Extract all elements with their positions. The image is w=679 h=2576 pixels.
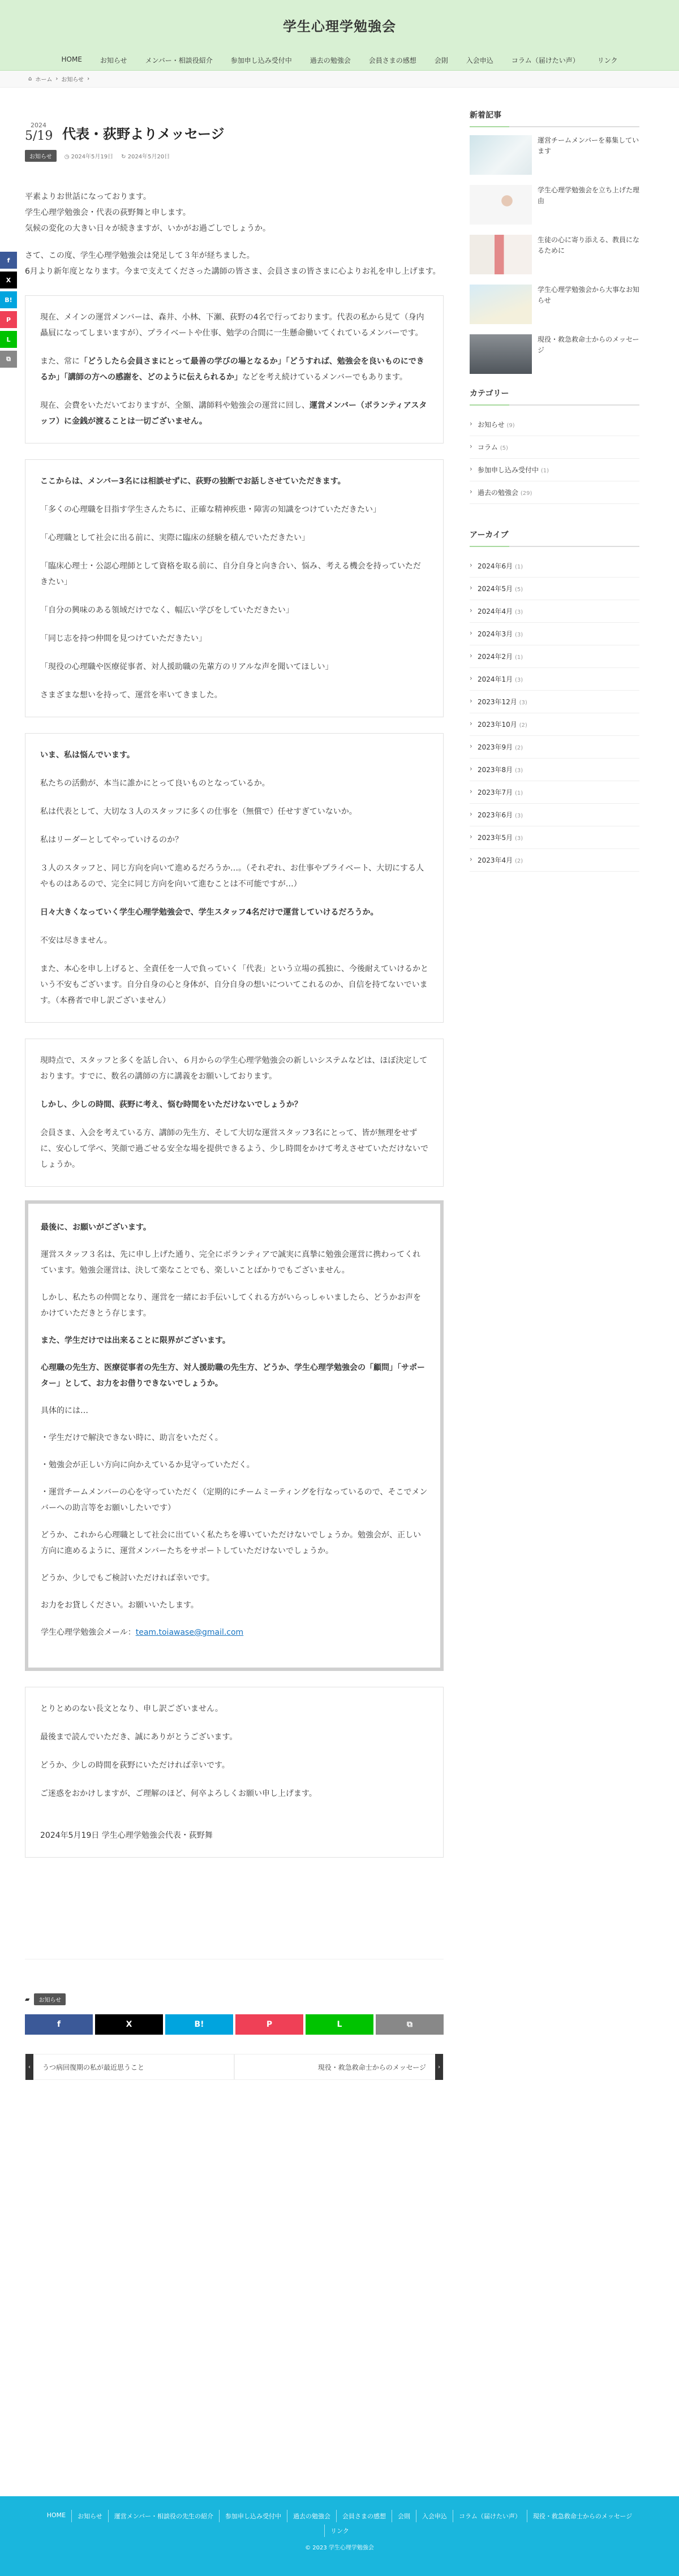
post-meta xyxy=(25,150,444,162)
section-lead: ここからは、メンバー3名には相談せずに、荻野の独断でお話しさせていただきます。 xyxy=(40,477,346,486)
paragraph: 会員さま、入会を考えている方、講師の先生方、そして大切な運営スタッフ3名にとって、皆が無理をせずに、安心して学べ、笑顔で過ごせる安全な場を提供できるよう、少し時間をかけて考えさせていただけないでしょうか。 xyxy=(40,1128,428,1169)
news-item[interactable] xyxy=(470,235,639,274)
news-title[interactable]: 現役・救急救命士からのメッセージ xyxy=(538,335,639,355)
archive-item[interactable]: › 2023年4月 (2) xyxy=(470,849,639,872)
paragraph: 私たちの活動が、本当に誰かにとって良いものとなっているか。 xyxy=(40,779,270,788)
section-closing xyxy=(25,1687,444,1858)
nav-rules[interactable]: 会則 xyxy=(434,57,448,64)
list-item: 具体的には… xyxy=(41,1406,88,1415)
nav-news[interactable]: お知らせ xyxy=(100,57,127,64)
paragraph: 現在、メインの運営メンバーは、森井、小林、下瀬、荻野の4名で行っております。代表の私から見て（身内贔屓になってしまいますが）、プライベートや仕事、勉学の合間に一生懸命働いてくれているメンバーです。 xyxy=(40,313,424,338)
archive-item[interactable]: › 2023年12月 (3) xyxy=(470,691,639,713)
chevron-left-icon: ‹ xyxy=(25,2054,33,2080)
paragraph: 日々大きくなっていく学生心理学勉強会で、学生スタッフ4名だけで運営していけるだろうか。 xyxy=(40,908,379,917)
widget-title-archive: アーカイブ xyxy=(470,529,639,547)
paragraph: しかし、私たちの仲間となり、運営を一緒にお手伝いしてくれる方がいらっしゃいましたら、どうかお声をかけていただきとう存じます。 xyxy=(41,1293,421,1318)
footer-link[interactable]: コラム（届けたい声） xyxy=(453,2510,527,2522)
paragraph: また、常に「どうしたら会員さまにとって最善の学びの場となるか」「どうすれば、勉強会を良いものにできるか」「講師の方への感謝を、どのように伝えられるか」などを考え続けているメンバーでもあります。 xyxy=(40,357,424,382)
breadcrumb xyxy=(0,71,679,88)
news-item[interactable] xyxy=(470,285,639,324)
quote: 「多くの心理職を目指す学生さんたちに、正確な精神疾患・障害の知識をつけていただきたい」 xyxy=(40,505,381,514)
footer-link[interactable]: 入会申込 xyxy=(416,2510,453,2522)
paragraph: とりとめのない長文となり、申し訳ございません。 xyxy=(40,1704,223,1713)
quote: 「臨床心理士・公認心理師として資格を取る前に、自分自身と向き合い、悩み、考える機会を持っていただきたい」 xyxy=(40,562,421,587)
section-lead: いま、私は悩んでいます。 xyxy=(40,751,135,760)
archive-item[interactable]: › 2023年5月 (3) xyxy=(470,826,639,849)
copyright: © 2023 学生心理学勉強会 xyxy=(305,2545,374,2551)
paragraph: 不安は尽きません。 xyxy=(40,936,112,945)
news-thumbnail[interactable] xyxy=(470,235,532,274)
nav-apply[interactable]: 参加申し込み受付中 xyxy=(230,57,292,64)
footer-link[interactable]: 会則 xyxy=(392,2510,416,2522)
site-footer xyxy=(0,2496,679,2576)
intro xyxy=(25,189,444,279)
footer-link[interactable]: 過去の勉強会 xyxy=(287,2510,336,2522)
list-item: ・学生だけで解決できない時に、助言をいただく。 xyxy=(41,1433,223,1442)
line-share-icon[interactable]: L xyxy=(0,331,17,348)
nav-past[interactable]: 過去の勉強会 xyxy=(310,57,351,64)
breadcrumb-home[interactable]: ホーム xyxy=(35,77,53,83)
archive-list xyxy=(470,555,639,872)
news-item[interactable] xyxy=(470,135,639,175)
footer-link[interactable]: 運営メンバー・相談役の先生の紹介 xyxy=(108,2510,219,2522)
facebook-share-icon[interactable]: f xyxy=(0,252,17,269)
footer-nav xyxy=(0,2496,679,2537)
facebook-share-button[interactable]: f xyxy=(25,2014,93,2035)
next-post-link[interactable]: 現役・救急救命士からのメッセージ › xyxy=(234,2054,444,2080)
archive-item[interactable]: › 2024年3月 (3) xyxy=(470,623,639,645)
intro-line: 気候の変化の大きい日々が続きますが、いかがお過ごしでしょうか。 xyxy=(25,224,270,233)
post-category xyxy=(25,1993,444,2005)
footer-link[interactable]: 会員さまの感想 xyxy=(336,2510,392,2522)
archive-item[interactable]: › 2023年9月 (2) xyxy=(470,736,639,759)
section-wishes xyxy=(25,459,444,717)
paragraph: しかし、少しの時間、荻野に考え、悩む時間をいただけないでしょうか？ xyxy=(40,1100,302,1109)
hatena-share-button[interactable]: B! xyxy=(165,2014,233,2035)
footer-link[interactable]: HOME xyxy=(46,2512,66,2519)
category-item[interactable]: › お知らせ (9) xyxy=(470,413,639,436)
nav-home[interactable]: HOME xyxy=(61,55,82,63)
archive-item[interactable]: › 2023年6月 (3) xyxy=(470,804,639,826)
paragraph: ３人のスタッフと、同じ方向を向いて進めるだろうか…。（それぞれ、お仕事やプライベート、大切にする人やものはあるので、完全に同じ方向を向いて進むことは不可能ですが…） xyxy=(40,864,424,889)
post-header xyxy=(25,122,444,143)
archive-item[interactable]: › 2023年10月 (2) xyxy=(470,713,639,736)
paragraph: 私は代表として、大切な３人のスタッフに多くの仕事を（無償で）任せすぎていないか。 xyxy=(40,807,357,816)
folder-icon: ▰ xyxy=(25,1996,30,2003)
pocket-share-icon[interactable]: P xyxy=(0,311,17,328)
list-item: ・勉強会が正しい方向に向かえているか見守っていただく。 xyxy=(41,1461,255,1470)
copy-link-button[interactable]: ⧉ xyxy=(376,2014,444,2035)
post-navigation xyxy=(25,2054,444,2080)
spacer xyxy=(25,1858,444,1959)
paragraph: 運営スタッフ３名は、先に申し上げた通り、完全にボランティアで誠実に真摯に勉強会運営に携わってくれています。勉強会運営は、決して楽なことでも、楽しいことばかりでもございません。 xyxy=(41,1250,421,1275)
list-item: ・運営チームメンバーの心を守っていただく（定期的にチームミーティングを行なっているので、そこでメンバーへの助言等をお願いしたいです） xyxy=(41,1488,428,1513)
sidebar xyxy=(470,111,640,2080)
copy-link-icon[interactable]: ⧉ xyxy=(0,351,17,368)
news-title[interactable]: 学生心理学勉強会を立ち上げた理由 xyxy=(538,186,640,205)
footer-link[interactable]: リンク xyxy=(324,2525,355,2537)
quote: 「同じ志を持つ仲間を見つけていただきたい」 xyxy=(40,634,207,643)
paragraph: 心理職の先生方、医療従事者の先生方、対人援助職の先生方、どうか、学生心理学勉強会の「顧問」「サポーター」として、お力をお借りできないでしょうか。 xyxy=(41,1363,425,1388)
date-badge xyxy=(25,122,52,143)
footer-link[interactable]: 現役・救急救命士からのメッセージ xyxy=(527,2510,638,2522)
floating-share xyxy=(0,252,17,368)
section-lead: 最後に、お願いがございます。 xyxy=(41,1223,151,1232)
nav-members[interactable]: メンバー・相談役紹介 xyxy=(145,57,213,64)
category-badge[interactable]: お知らせ xyxy=(34,1993,66,2005)
site-header xyxy=(0,0,679,71)
quote: 「自分の興味のある領域だけでなく、幅広い学びをしていただきたい」 xyxy=(40,606,294,615)
widget-title-news: 新着記事 xyxy=(470,109,639,127)
contact-mail: 学生心理学勉強会メール：team.toiawase@gmail.com xyxy=(41,1628,244,1637)
article xyxy=(5,122,444,2080)
quote: 「現役の心理職や医療従事者、対人援助職の先輩方のリアルな声を聞いてほしい」 xyxy=(40,662,333,671)
section-worries xyxy=(25,733,444,1023)
news-thumbnail[interactable] xyxy=(470,285,532,324)
breadcrumb-sep: › xyxy=(55,76,58,82)
paragraph: どうか、これから心理職として社会に出ていく私たちを導いていただけないでしょうか。勉強会が、正しい方向に進めるように、運営メンバーたちをサポートしていただけないでしょうか。 xyxy=(41,1531,421,1556)
global-nav xyxy=(0,50,679,71)
quote: 「心理職として社会に出る前に、実際に臨床の経験を積んでいただきたい」 xyxy=(40,533,310,542)
paragraph: ご迷惑をおかけしますが、ご理解のほど、何卒よろしくお願い申し上げます。 xyxy=(40,1789,317,1798)
x-share-button[interactable]: X xyxy=(95,2014,163,2035)
email-link[interactable]: team.toiawase@gmail.com xyxy=(135,1628,244,1637)
news-item[interactable] xyxy=(470,334,639,374)
closing-request xyxy=(41,1570,428,1613)
paragraph: 最後まで読んでいただき、誠にありがとうございます。 xyxy=(40,1733,238,1742)
category-list xyxy=(470,413,639,504)
breadcrumb-category[interactable]: お知らせ xyxy=(61,77,84,83)
widget-title-category: カテゴリー xyxy=(470,387,639,406)
line-share-button[interactable]: L xyxy=(306,2014,373,2035)
paragraph: 私はリーダーとしてやっていけるのか？ xyxy=(40,835,183,845)
category-item[interactable]: › 参加申し込み受付中 (1) xyxy=(470,459,639,481)
news-thumbnail[interactable] xyxy=(470,135,532,175)
paragraph: 現時点で、スタッフと多くを話し合い、６月からの学生心理学勉強会の新しいシステムなどは、ほぼ決定しております。すでに、数名の講師の方に講義をお願いしております。 xyxy=(40,1056,428,1081)
section-members xyxy=(25,295,444,443)
news-title[interactable]: 生徒の心に寄り添える、教員になるために xyxy=(538,236,640,255)
home-icon: ⌂ xyxy=(28,76,32,82)
archive-item[interactable]: › 2023年8月 (3) xyxy=(470,759,639,781)
news-title[interactable]: 学生心理学勉強会から大事なお知らせ xyxy=(538,286,640,305)
published-date: ◷ 2024年5月19日 xyxy=(64,154,114,160)
post-title: 代表・荻野よりメッセージ xyxy=(62,126,225,142)
archive-item[interactable]: › 2024年1月 (3) xyxy=(470,668,639,691)
category-item[interactable]: › 過去の勉強会 (29) xyxy=(470,481,639,504)
intro-line: 6月より新年度となります。今まで支えてくださった講師の皆さま、会員さまの皆さまに心よりお礼を申し上げます。 xyxy=(25,267,441,276)
news-thumbnail[interactable] xyxy=(470,185,532,225)
chevron-right-icon: › xyxy=(435,2054,443,2080)
section-request xyxy=(25,1200,444,1671)
nav-column[interactable]: コラム（届けたい声） xyxy=(511,57,579,64)
post-year: 2024 xyxy=(31,122,46,129)
archive-item[interactable]: › 2024年2月 (1) xyxy=(470,645,639,668)
signature: 2024年5月19日 学生心理学勉強会代表・荻野舞 xyxy=(40,1831,213,1840)
paragraph: また、学生だけでは出来ることに限界がございます。 xyxy=(41,1336,230,1345)
nav-link[interactable]: リンク xyxy=(597,57,618,64)
intro-line: 学生心理学勉強会・代表の荻野舞と申します。 xyxy=(25,208,191,217)
footer-link[interactable]: 参加申し込み受付中 xyxy=(219,2510,287,2522)
updated-date: ↻ 2024年5月20日 xyxy=(121,154,170,160)
hatena-share-icon[interactable]: B! xyxy=(0,291,17,308)
pocket-share-button[interactable]: P xyxy=(235,2014,303,2035)
post-monthday: 5/19 xyxy=(25,129,53,143)
archive-item[interactable]: › 2024年5月 (5) xyxy=(470,578,639,600)
paragraph: どうか、少しの時間を荻野にいただければ幸いです。 xyxy=(40,1761,230,1770)
paragraph: どうか、少しでもご検討いただければ幸いです。 xyxy=(41,1574,214,1583)
category-item[interactable]: › コラム (5) xyxy=(470,436,639,459)
intro-line: さて、この度、学生心理学勉強会は発足して３年が経ちました。 xyxy=(25,251,255,260)
prev-post-link[interactable]: ‹ うつ病回復期の私が最近思うこと xyxy=(25,2054,234,2080)
footer-link[interactable]: お知らせ xyxy=(71,2510,108,2522)
paragraph: また、本心を申し上げると、全責任を一人で負っていく「代表」という立場の孤独に、今後耐えていけるかという不安もございます。自分自身の心と身体が、自分自身の想いについてこれるのか、自信を持てないでいます。（本務者で申し訳ございません） xyxy=(40,964,428,1005)
site-title[interactable]: 学生心理学勉強会 xyxy=(283,18,396,35)
paragraph: 現在、会費をいただいておりますが、全額、講師料や勉強会の運営に回し、運営メンバー（ボランティアスタッフ）に金銭が渡ることは一切ございません。 xyxy=(40,401,427,426)
archive-item[interactable]: › 2023年7月 (1) xyxy=(470,781,639,804)
archive-item[interactable]: › 2024年4月 (3) xyxy=(470,600,639,623)
nav-voices[interactable]: 会員さまの感想 xyxy=(368,57,416,64)
archive-item[interactable]: › 2024年6月 (1) xyxy=(470,555,639,578)
section-request-time xyxy=(25,1039,444,1187)
nav-join[interactable]: 入会申込 xyxy=(466,57,493,64)
news-item[interactable] xyxy=(470,185,639,225)
share-bar xyxy=(25,2014,444,2035)
breadcrumb-sep: › xyxy=(87,76,90,82)
category-badge[interactable]: お知らせ xyxy=(25,150,57,162)
news-title[interactable]: 運営チームメンバーを募集しています xyxy=(538,136,639,156)
paragraph: お力をお貸しください。お願いいたします。 xyxy=(41,1601,199,1610)
paragraph: さまざまな想いを持って、運営を率いてきました。 xyxy=(40,691,222,700)
support-list xyxy=(41,1403,428,1516)
news-thumbnail[interactable] xyxy=(470,334,532,374)
x-share-icon[interactable]: X xyxy=(0,272,17,288)
intro-line: 平素よりお世話になっております。 xyxy=(25,192,151,201)
